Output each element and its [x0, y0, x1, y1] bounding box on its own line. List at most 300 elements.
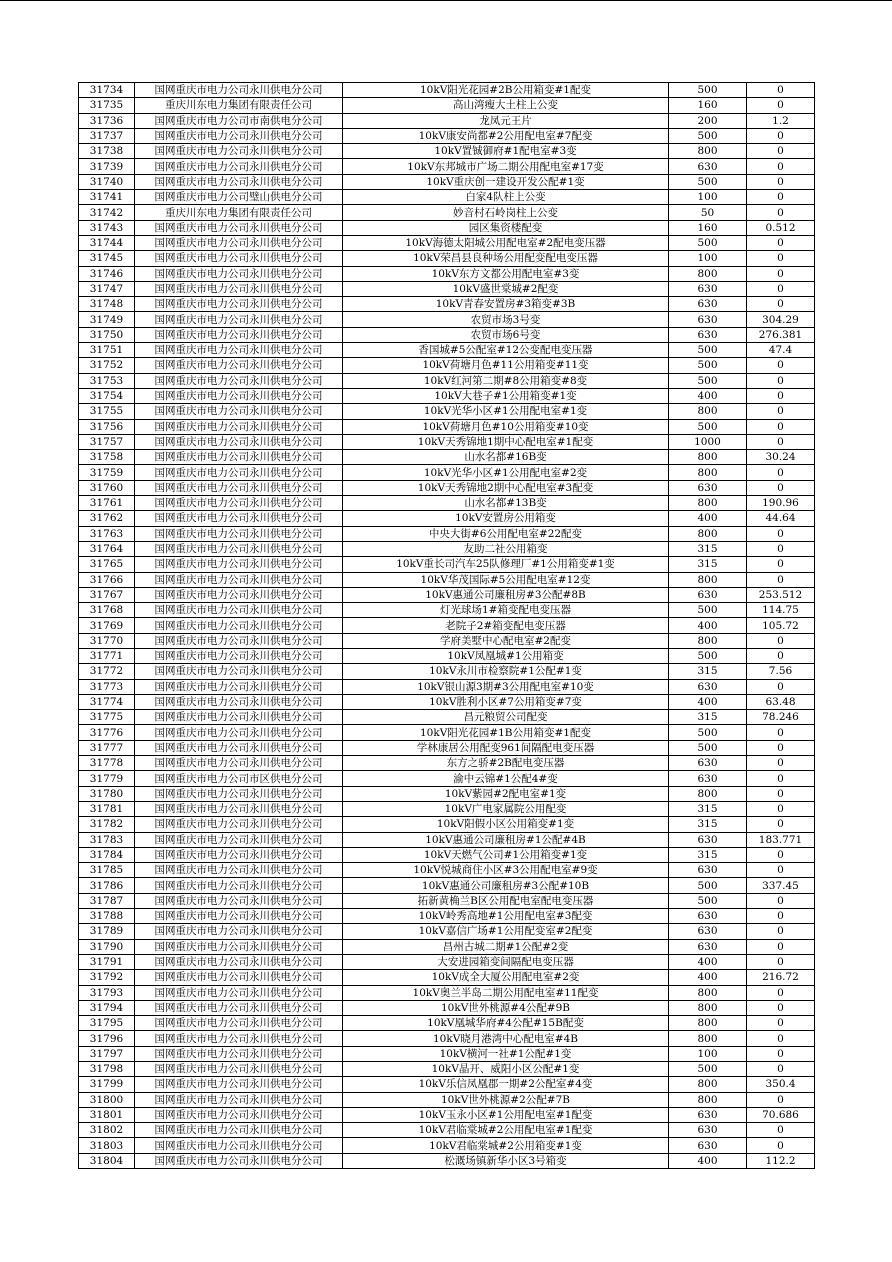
value-cell: 0	[747, 419, 815, 434]
row-id-cell: 31734	[79, 83, 135, 98]
capacity-cell: 500	[669, 648, 747, 663]
row-id-cell: 31754	[79, 388, 135, 403]
transformer-name-cell: 10kV晶开、威阳小区公配#1变	[343, 1062, 669, 1077]
row-id-cell: 31753	[79, 373, 135, 388]
row-id-cell: 31736	[79, 113, 135, 128]
capacity-cell: 630	[669, 1107, 747, 1122]
table-row	[79, 281, 815, 296]
row-id-cell: 31791	[79, 954, 135, 969]
capacity-cell: 50	[669, 205, 747, 220]
transformer-name-cell: 10kV天秀锦地2期中心配电室#3配变	[343, 480, 669, 495]
row-id-cell: 31777	[79, 740, 135, 755]
transformer-name-cell: 10kV晓月港湾中心配电室#4B	[343, 1031, 669, 1046]
transformer-name-cell: 学府美墅中心配电室#2配变	[343, 633, 669, 648]
company-cell: 国网重庆市电力公司永川供电分公司	[135, 756, 343, 771]
transformer-name-cell: 10kV玉永小区#1公用配电室#1配变	[343, 1107, 669, 1122]
capacity-cell: 800	[669, 572, 747, 587]
value-cell: 0	[747, 909, 815, 924]
capacity-cell: 630	[669, 756, 747, 771]
table-row	[79, 648, 815, 663]
company-cell: 国网重庆市电力公司永川供电分公司	[135, 358, 343, 373]
value-cell: 112.2	[747, 1153, 815, 1168]
transformer-name-cell: 10kV海德太阳城公用配电室#2配电变压器	[343, 235, 669, 250]
table-row	[79, 832, 815, 847]
transformer-name-cell: 10kV惠通公司廉租房#3公配#8B	[343, 587, 669, 602]
capacity-cell: 315	[669, 664, 747, 679]
capacity-cell: 800	[669, 985, 747, 1000]
company-cell: 国网重庆市电力公司永川供电分公司	[135, 496, 343, 511]
transformer-name-cell: 园区集资楼配变	[343, 220, 669, 235]
table-row	[79, 388, 815, 403]
capacity-cell: 800	[669, 450, 747, 465]
row-id-cell: 31745	[79, 251, 135, 266]
company-cell: 国网重庆市电力公司永川供电分公司	[135, 1062, 343, 1077]
capacity-cell: 630	[669, 924, 747, 939]
capacity-cell: 630	[669, 312, 747, 327]
capacity-cell: 500	[669, 358, 747, 373]
capacity-cell: 100	[669, 190, 747, 205]
value-cell: 0	[747, 725, 815, 740]
company-cell: 国网重庆市电力公司永川供电分公司	[135, 297, 343, 312]
row-id-cell: 31780	[79, 786, 135, 801]
table-row	[79, 710, 815, 725]
transformer-name-cell: 10kV惠通公司廉租房#1公配#4B	[343, 832, 669, 847]
table-row	[79, 465, 815, 480]
row-id-cell: 31751	[79, 343, 135, 358]
company-cell: 国网重庆市电力公司市区供电分公司	[135, 771, 343, 786]
value-cell: 0	[747, 159, 815, 174]
value-cell: 0	[747, 924, 815, 939]
transformer-name-cell: 学林康居公用配变961间隔配电变压器	[343, 740, 669, 755]
company-cell: 国网重庆市电力公司永川供电分公司	[135, 159, 343, 174]
company-cell: 国网重庆市电力公司永川供电分公司	[135, 128, 343, 143]
company-cell: 国网重庆市电力公司永川供电分公司	[135, 970, 343, 985]
value-cell: 0	[747, 863, 815, 878]
row-id-cell: 31786	[79, 878, 135, 893]
row-id-cell: 31765	[79, 557, 135, 572]
company-cell: 国网重庆市电力公司市南供电分公司	[135, 113, 343, 128]
capacity-cell: 100	[669, 251, 747, 266]
company-cell: 国网重庆市电力公司永川供电分公司	[135, 220, 343, 235]
table-row	[79, 1062, 815, 1077]
table-row	[79, 205, 815, 220]
row-id-cell: 31800	[79, 1092, 135, 1107]
table-row	[79, 970, 815, 985]
transformer-name-cell: 10kV君临棠城#2公用箱变#1变	[343, 1138, 669, 1153]
transformer-name-cell: 10kV阳假小区公用箱变#1变	[343, 817, 669, 832]
transformer-name-cell: 10kV置铖御府#1配电室#3变	[343, 144, 669, 159]
table-row	[79, 312, 815, 327]
table-row	[79, 985, 815, 1000]
table-row	[79, 235, 815, 250]
transformer-name-cell: 10kV重长司汽车25队修理厂#1公用箱变#1变	[343, 557, 669, 572]
transformer-name-cell: 10kV东方文都公用配电室#3变	[343, 266, 669, 281]
row-id-cell: 31795	[79, 1016, 135, 1031]
row-id-cell: 31757	[79, 434, 135, 449]
value-cell: 0	[747, 954, 815, 969]
row-id-cell: 31756	[79, 419, 135, 434]
row-id-cell: 31768	[79, 603, 135, 618]
company-cell: 国网重庆市电力公司永川供电分公司	[135, 388, 343, 403]
value-cell: 183.771	[747, 832, 815, 847]
row-id-cell: 31737	[79, 128, 135, 143]
company-cell: 国网重庆市电力公司永川供电分公司	[135, 603, 343, 618]
transformer-name-cell: 10kV青春安置房#3箱变#3B	[343, 297, 669, 312]
value-cell: 0	[747, 144, 815, 159]
row-id-cell: 31803	[79, 1138, 135, 1153]
capacity-cell: 315	[669, 710, 747, 725]
capacity-cell: 800	[669, 496, 747, 511]
company-cell: 国网重庆市电力公司璧山供电分公司	[135, 190, 343, 205]
table-row	[79, 909, 815, 924]
table-row	[79, 343, 815, 358]
value-cell: 0	[747, 756, 815, 771]
table-row	[79, 1092, 815, 1107]
capacity-cell: 500	[669, 128, 747, 143]
table-row	[79, 1077, 815, 1092]
transformer-name-cell: 香国城#5公配室#12公变配电变压器	[343, 343, 669, 358]
table-row	[79, 679, 815, 694]
company-cell: 国网重庆市电力公司永川供电分公司	[135, 1138, 343, 1153]
capacity-cell: 500	[669, 740, 747, 755]
transformer-name-cell: 大安进园箱变间隔配电变压器	[343, 954, 669, 969]
company-cell: 国网重庆市电力公司永川供电分公司	[135, 404, 343, 419]
row-id-cell: 31747	[79, 281, 135, 296]
transformer-name-cell: 友助二社公用箱变	[343, 541, 669, 556]
row-id-cell: 31746	[79, 266, 135, 281]
company-cell: 国网重庆市电力公司永川供电分公司	[135, 572, 343, 587]
company-cell: 国网重庆市电力公司永川供电分公司	[135, 847, 343, 862]
transformer-name-cell: 10kV大巷子#1公用箱变#1变	[343, 388, 669, 403]
table-row	[79, 1046, 815, 1061]
transformer-name-cell: 10kV康安尚都#2公用配电室#7配变	[343, 128, 669, 143]
value-cell: 63.48	[747, 694, 815, 709]
value-cell: 0	[747, 128, 815, 143]
value-cell: 0	[747, 985, 815, 1000]
capacity-cell: 400	[669, 618, 747, 633]
value-cell: 0	[747, 771, 815, 786]
company-cell: 国网重庆市电力公司永川供电分公司	[135, 1092, 343, 1107]
value-cell: 0	[747, 1092, 815, 1107]
table-row	[79, 801, 815, 816]
capacity-cell: 800	[669, 633, 747, 648]
transformer-name-cell: 10kV君临棠城#2公用配电室#1配变	[343, 1123, 669, 1138]
table-row	[79, 434, 815, 449]
value-cell: 0	[747, 358, 815, 373]
transformer-name-cell: 10kV紫园#2配电室#1变	[343, 786, 669, 801]
capacity-cell: 800	[669, 1000, 747, 1015]
row-id-cell: 31789	[79, 924, 135, 939]
value-cell: 0	[747, 373, 815, 388]
table-row	[79, 557, 815, 572]
transformer-table	[78, 82, 815, 1169]
row-id-cell: 31784	[79, 847, 135, 862]
row-id-cell: 31785	[79, 863, 135, 878]
company-cell: 国网重庆市电力公司永川供电分公司	[135, 587, 343, 602]
transformer-name-cell: 拓新黄桷兰B区公用配电室配电变压器	[343, 893, 669, 908]
company-cell: 国网重庆市电力公司永川供电分公司	[135, 526, 343, 541]
capacity-cell: 400	[669, 388, 747, 403]
company-cell: 国网重庆市电力公司永川供电分公司	[135, 618, 343, 633]
table-row	[79, 756, 815, 771]
transformer-name-cell: 10kV银山源3期#3公用配电室#10变	[343, 679, 669, 694]
table-row	[79, 847, 815, 862]
value-cell: 0	[747, 1062, 815, 1077]
capacity-cell: 400	[669, 694, 747, 709]
table-row	[79, 1000, 815, 1015]
row-id-cell: 31755	[79, 404, 135, 419]
transformer-name-cell: 中央大街#6公用配电室#22配变	[343, 526, 669, 541]
transformer-name-cell: 10kV奥兰半岛二期公用配电室#11配变	[343, 985, 669, 1000]
table-row	[79, 220, 815, 235]
row-id-cell: 31758	[79, 450, 135, 465]
capacity-cell: 1000	[669, 434, 747, 449]
transformer-name-cell: 10kV广电家属院公用配变	[343, 801, 669, 816]
transformer-name-cell: 10kV惠通公司廉租房#3公配#10B	[343, 878, 669, 893]
company-cell: 国网重庆市电力公司永川供电分公司	[135, 893, 343, 908]
value-cell: 0	[747, 1046, 815, 1061]
value-cell: 78.246	[747, 710, 815, 725]
row-id-cell: 31772	[79, 664, 135, 679]
table-row	[79, 863, 815, 878]
transformer-name-cell: 10kV世外桃源#2公配#7B	[343, 1092, 669, 1107]
value-cell: 0	[747, 740, 815, 755]
company-cell: 国网重庆市电力公司永川供电分公司	[135, 419, 343, 434]
value-cell: 0	[747, 404, 815, 419]
company-cell: 国网重庆市电力公司永川供电分公司	[135, 909, 343, 924]
capacity-cell: 800	[669, 144, 747, 159]
row-id-cell: 31761	[79, 496, 135, 511]
capacity-cell: 315	[669, 801, 747, 816]
capacity-cell: 100	[669, 1046, 747, 1061]
value-cell: 0	[747, 847, 815, 862]
capacity-cell: 500	[669, 373, 747, 388]
value-cell: 276.381	[747, 327, 815, 342]
company-cell: 国网重庆市电力公司永川供电分公司	[135, 251, 343, 266]
table-row	[79, 1107, 815, 1122]
transformer-name-cell: 农贸市场6号变	[343, 327, 669, 342]
row-id-cell: 31767	[79, 587, 135, 602]
transformer-name-cell: 10kV荷塘月色#10公用箱变#10变	[343, 419, 669, 434]
value-cell: 114.75	[747, 603, 815, 618]
capacity-cell: 800	[669, 404, 747, 419]
row-id-cell: 31778	[79, 756, 135, 771]
company-cell: 国网重庆市电力公司永川供电分公司	[135, 648, 343, 663]
capacity-cell: 500	[669, 878, 747, 893]
table-row	[79, 266, 815, 281]
row-id-cell: 31749	[79, 312, 135, 327]
table-row	[79, 1016, 815, 1031]
capacity-cell: 630	[669, 832, 747, 847]
company-cell: 国网重庆市电力公司永川供电分公司	[135, 878, 343, 893]
value-cell: 0	[747, 266, 815, 281]
capacity-cell: 630	[669, 159, 747, 174]
company-cell: 国网重庆市电力公司永川供电分公司	[135, 1046, 343, 1061]
row-id-cell: 31743	[79, 220, 135, 235]
transformer-name-cell: 妙音村石岭岗柱上公变	[343, 205, 669, 220]
row-id-cell: 31790	[79, 939, 135, 954]
capacity-cell: 500	[669, 1062, 747, 1077]
capacity-cell: 500	[669, 235, 747, 250]
row-id-cell: 31738	[79, 144, 135, 159]
value-cell: 7.56	[747, 664, 815, 679]
row-id-cell: 31796	[79, 1031, 135, 1046]
value-cell: 216.72	[747, 970, 815, 985]
value-cell: 0	[747, 83, 815, 98]
capacity-cell: 800	[669, 266, 747, 281]
row-id-cell: 31801	[79, 1107, 135, 1122]
table-row	[79, 924, 815, 939]
company-cell: 国网重庆市电力公司永川供电分公司	[135, 235, 343, 250]
row-id-cell: 31774	[79, 694, 135, 709]
row-id-cell: 31762	[79, 511, 135, 526]
table-row	[79, 725, 815, 740]
value-cell: 0	[747, 1138, 815, 1153]
table-row	[79, 664, 815, 679]
transformer-name-cell: 渝中云锦#1公配4#变	[343, 771, 669, 786]
row-id-cell: 31741	[79, 190, 135, 205]
value-cell: 0	[747, 557, 815, 572]
value-cell: 0	[747, 205, 815, 220]
company-cell: 国网重庆市电力公司永川供电分公司	[135, 480, 343, 495]
transformer-name-cell: 东方之骄#2B配电变压器	[343, 756, 669, 771]
table-row	[79, 618, 815, 633]
value-cell: 0	[747, 526, 815, 541]
company-cell: 国网重庆市电力公司永川供电分公司	[135, 939, 343, 954]
company-cell: 国网重庆市电力公司永川供电分公司	[135, 740, 343, 755]
value-cell: 0	[747, 648, 815, 663]
row-id-cell: 31802	[79, 1123, 135, 1138]
capacity-cell: 630	[669, 587, 747, 602]
value-cell: 0.512	[747, 220, 815, 235]
capacity-cell: 800	[669, 1077, 747, 1092]
transformer-name-cell: 山水名都#16B变	[343, 450, 669, 465]
value-cell: 70.686	[747, 1107, 815, 1122]
table-row	[79, 893, 815, 908]
top-border-line	[0, 0, 892, 1]
transformer-name-cell: 10kV东邦城市广场二期公用配电室#17变	[343, 159, 669, 174]
table-row	[79, 572, 815, 587]
row-id-cell: 31779	[79, 771, 135, 786]
value-cell: 0	[747, 190, 815, 205]
table-row	[79, 83, 815, 98]
transformer-name-cell: 10kV永川市检察院#1公配#1变	[343, 664, 669, 679]
table-row	[79, 1138, 815, 1153]
company-cell: 国网重庆市电力公司永川供电分公司	[135, 694, 343, 709]
company-cell: 国网重庆市电力公司永川供电分公司	[135, 266, 343, 281]
row-id-cell: 31797	[79, 1046, 135, 1061]
capacity-cell: 400	[669, 511, 747, 526]
table-row	[79, 771, 815, 786]
row-id-cell: 31781	[79, 801, 135, 816]
capacity-cell: 800	[669, 526, 747, 541]
company-cell: 国网重庆市电力公司永川供电分公司	[135, 710, 343, 725]
transformer-name-cell: 10kV成全大厦公用配电室#2变	[343, 970, 669, 985]
table-row	[79, 587, 815, 602]
row-id-cell: 31750	[79, 327, 135, 342]
row-id-cell: 31764	[79, 541, 135, 556]
company-cell: 国网重庆市电力公司永川供电分公司	[135, 679, 343, 694]
capacity-cell: 500	[669, 83, 747, 98]
capacity-cell: 630	[669, 327, 747, 342]
capacity-cell: 800	[669, 465, 747, 480]
transformer-name-cell: 10kV光华小区#1公用配电室#1变	[343, 404, 669, 419]
capacity-cell: 500	[669, 893, 747, 908]
transformer-name-cell: 10kV凰城华府#4公配#15B配变	[343, 1016, 669, 1031]
company-cell: 国网重庆市电力公司永川供电分公司	[135, 725, 343, 740]
transformer-name-cell: 10kV光华小区#1公用配电室#2变	[343, 465, 669, 480]
capacity-cell: 800	[669, 1016, 747, 1031]
capacity-cell: 160	[669, 98, 747, 113]
company-cell: 国网重庆市电力公司永川供电分公司	[135, 1016, 343, 1031]
row-id-cell: 31799	[79, 1077, 135, 1092]
transformer-name-cell: 10kV荷塘月色#11公用箱变#11变	[343, 358, 669, 373]
company-cell: 国网重庆市电力公司永川供电分公司	[135, 1077, 343, 1092]
value-cell: 30.24	[747, 450, 815, 465]
table-row	[79, 358, 815, 373]
capacity-cell: 630	[669, 1138, 747, 1153]
table-row	[79, 1123, 815, 1138]
transformer-name-cell: 10kV阳光花园#2B公用箱变#1配变	[343, 83, 669, 98]
capacity-cell: 630	[669, 909, 747, 924]
table-row	[79, 511, 815, 526]
table-row	[79, 603, 815, 618]
value-cell: 0	[747, 541, 815, 556]
value-cell: 1.2	[747, 113, 815, 128]
value-cell: 47.4	[747, 343, 815, 358]
value-cell: 0	[747, 434, 815, 449]
company-cell: 国网重庆市电力公司永川供电分公司	[135, 985, 343, 1000]
row-id-cell: 31782	[79, 817, 135, 832]
row-id-cell: 31787	[79, 893, 135, 908]
value-cell: 0	[747, 1000, 815, 1015]
value-cell: 0	[747, 480, 815, 495]
row-id-cell: 31783	[79, 832, 135, 847]
table-row	[79, 633, 815, 648]
transformer-name-cell: 10kV荣昌县良种场公用配变配电变压器	[343, 251, 669, 266]
transformer-name-cell: 10kV世外桃源#4公配#9B	[343, 1000, 669, 1015]
transformer-name-cell: 老院子2#箱变配电变压器	[343, 618, 669, 633]
transformer-name-cell: 10kV重庆创一建设开发公配#1变	[343, 174, 669, 189]
company-cell: 国网重庆市电力公司永川供电分公司	[135, 664, 343, 679]
transformer-name-cell: 昌元粮贸公司配变	[343, 710, 669, 725]
transformer-name-cell: 10kV安置房公用箱变	[343, 511, 669, 526]
table-row	[79, 251, 815, 266]
capacity-cell: 630	[669, 1123, 747, 1138]
capacity-cell: 630	[669, 863, 747, 878]
transformer-name-cell: 昌州古城二期#1公配#2变	[343, 939, 669, 954]
table-row	[79, 1153, 815, 1168]
company-cell: 国网重庆市电力公司永川供电分公司	[135, 343, 343, 358]
row-id-cell: 31759	[79, 465, 135, 480]
value-cell: 0	[747, 633, 815, 648]
value-cell: 304.29	[747, 312, 815, 327]
company-cell: 国网重庆市电力公司永川供电分公司	[135, 832, 343, 847]
table-row	[79, 419, 815, 434]
capacity-cell: 500	[669, 174, 747, 189]
value-cell: 0	[747, 939, 815, 954]
value-cell: 0	[747, 98, 815, 113]
transformer-name-cell: 10kV岭秀高地#1公用配电室#3配变	[343, 909, 669, 924]
capacity-cell: 160	[669, 220, 747, 235]
capacity-cell: 630	[669, 480, 747, 495]
row-id-cell: 31794	[79, 1000, 135, 1015]
value-cell: 253.512	[747, 587, 815, 602]
company-cell: 国网重庆市电力公司永川供电分公司	[135, 801, 343, 816]
company-cell: 重庆川东电力集团有限责任公司	[135, 205, 343, 220]
transformer-name-cell: 10kV天燃气公司#1公用箱变#1变	[343, 847, 669, 862]
row-id-cell: 31770	[79, 633, 135, 648]
